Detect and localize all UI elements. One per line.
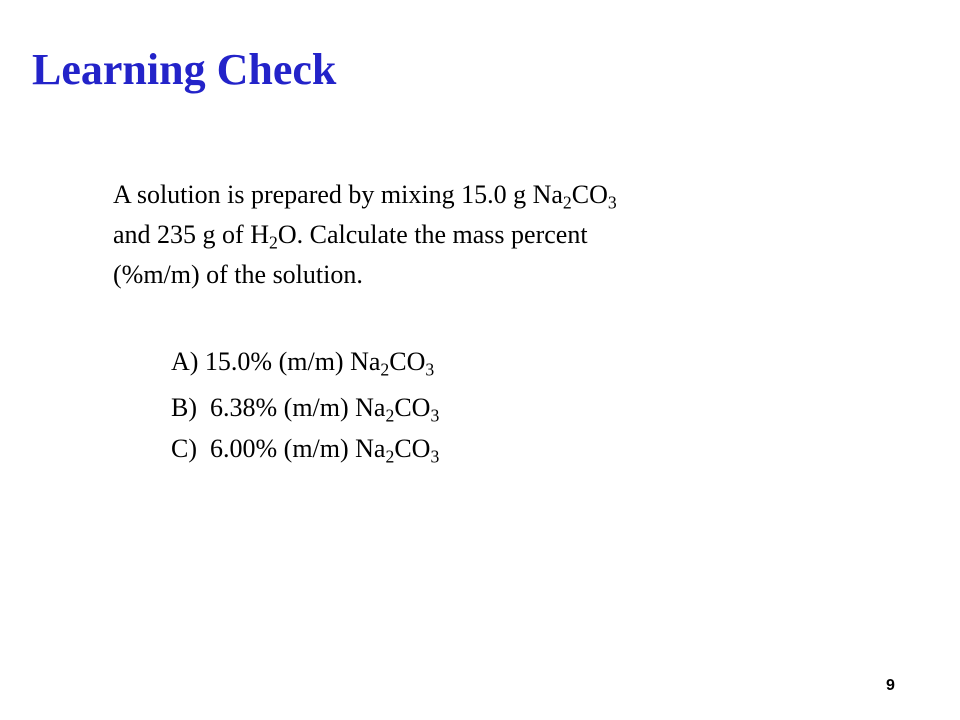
question-line-1 xyxy=(113,175,833,215)
option-c xyxy=(171,433,439,465)
question-text xyxy=(113,175,833,295)
option-a xyxy=(171,346,434,378)
subscript: 3 xyxy=(430,405,440,426)
formula-text: CO xyxy=(571,180,608,209)
question-line-2-text: and 235 g of H xyxy=(113,220,269,249)
option-c-text: C) 6.00% (m/m) Na xyxy=(171,434,386,463)
question-line-3: (%m/m) of the solution. xyxy=(113,260,363,289)
subscript: 2 xyxy=(385,446,395,467)
subscript: 2 xyxy=(268,232,278,253)
formula-text: CO xyxy=(389,347,426,376)
formula-text: CO xyxy=(394,393,431,422)
subscript: 3 xyxy=(607,192,617,213)
formula-text: CO xyxy=(394,434,431,463)
option-a-text: A) 15.0% (m/m) Na xyxy=(171,347,381,376)
question-line-1-text: A solution is prepared by mixing 15.0 g Na xyxy=(113,180,563,209)
subscript: 3 xyxy=(425,359,435,380)
question-line-2-rest: O. Calculate the mass percent xyxy=(277,220,588,249)
page-number: 9 xyxy=(886,677,895,694)
subscript: 2 xyxy=(562,192,572,213)
option-b xyxy=(171,392,439,424)
option-b-text: B) 6.38% (m/m) Na xyxy=(171,393,386,422)
slide-title: Learning Check xyxy=(32,45,337,94)
subscript: 2 xyxy=(385,405,395,426)
question-line-2 xyxy=(113,215,833,255)
subscript: 3 xyxy=(430,446,440,467)
subscript: 2 xyxy=(380,359,390,380)
